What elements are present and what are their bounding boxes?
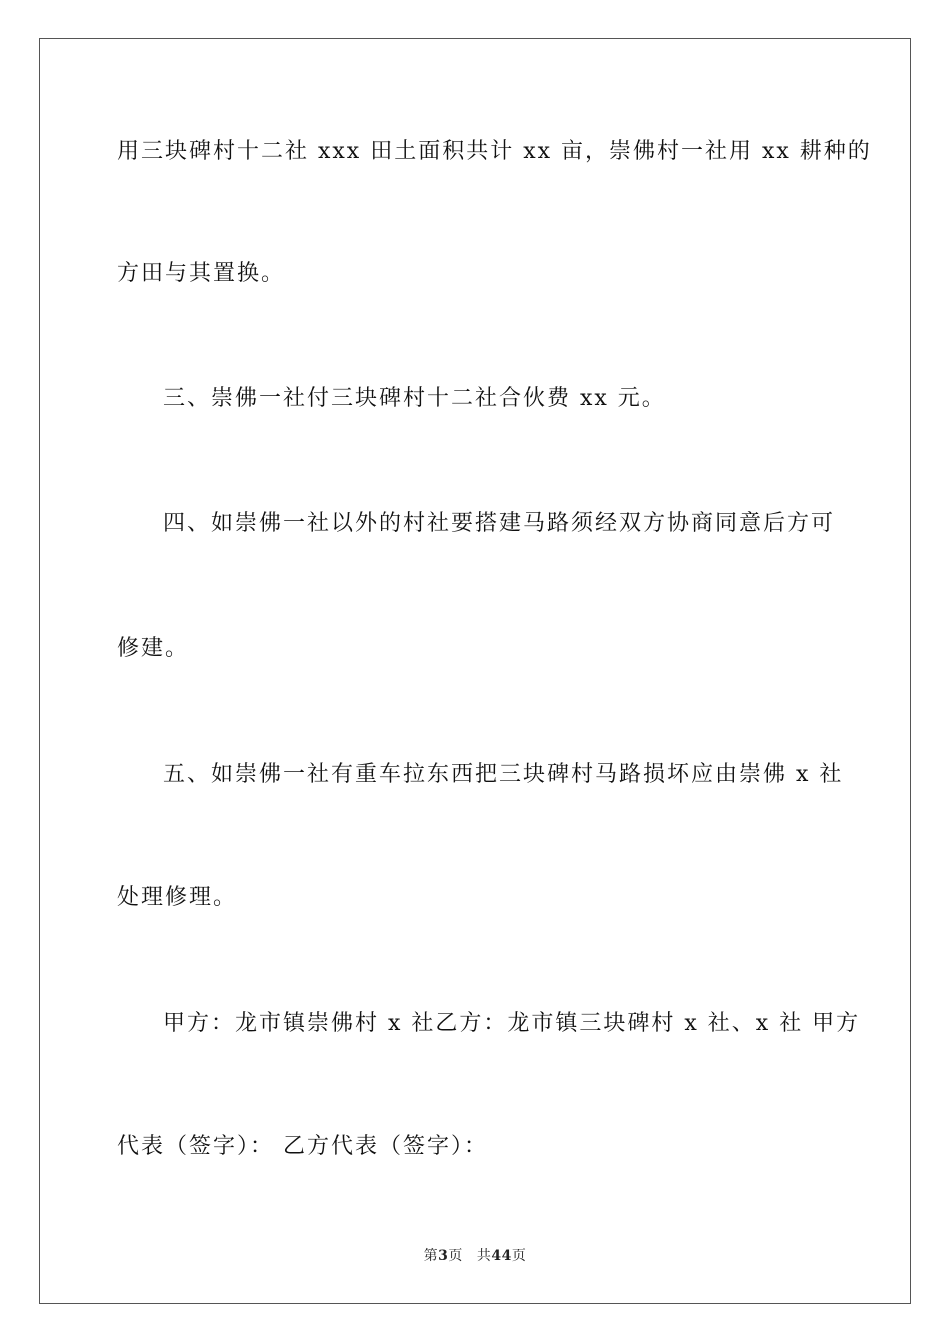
page-frame [39,38,911,1304]
clause-five: 五、如崇佛一社有重车拉东西把三块碑村马路损坏应由崇佛 x 社 [163,762,844,787]
clause-three: 三、崇佛一社付三块碑村十二社合伙费 xx 元。 [163,386,666,411]
total-page-count: 44 [491,1248,512,1264]
total-prefix: 共 [476,1248,492,1264]
page-prefix: 第 [423,1248,439,1264]
parties-line: 甲方：龙市镇崇佛村 x 社乙方：龙市镇三块碑村 x 社、x 社 甲方 [163,1011,861,1036]
clause-four: 四、如崇佛一社以外的村社要搭建马路须经双方协商同意后方可 [163,511,836,536]
current-page-number: 3 [438,1248,449,1264]
page-suffix: 页 [448,1248,463,1264]
total-suffix: 页 [511,1248,527,1264]
clause-four-continued: 修建。 [117,636,190,661]
page-footer [0,1246,950,1266]
body-line-1: 用三块碑村十二社 xxx 田土面积共计 xx 亩，崇佛村一社用 xx 耕种的 [117,139,872,164]
signature-line: 代表（签字）： 乙方代表（签字）： [117,1134,488,1159]
body-line-2: 方田与其置换。 [117,261,286,286]
clause-five-continued: 处理修理。 [117,885,238,910]
